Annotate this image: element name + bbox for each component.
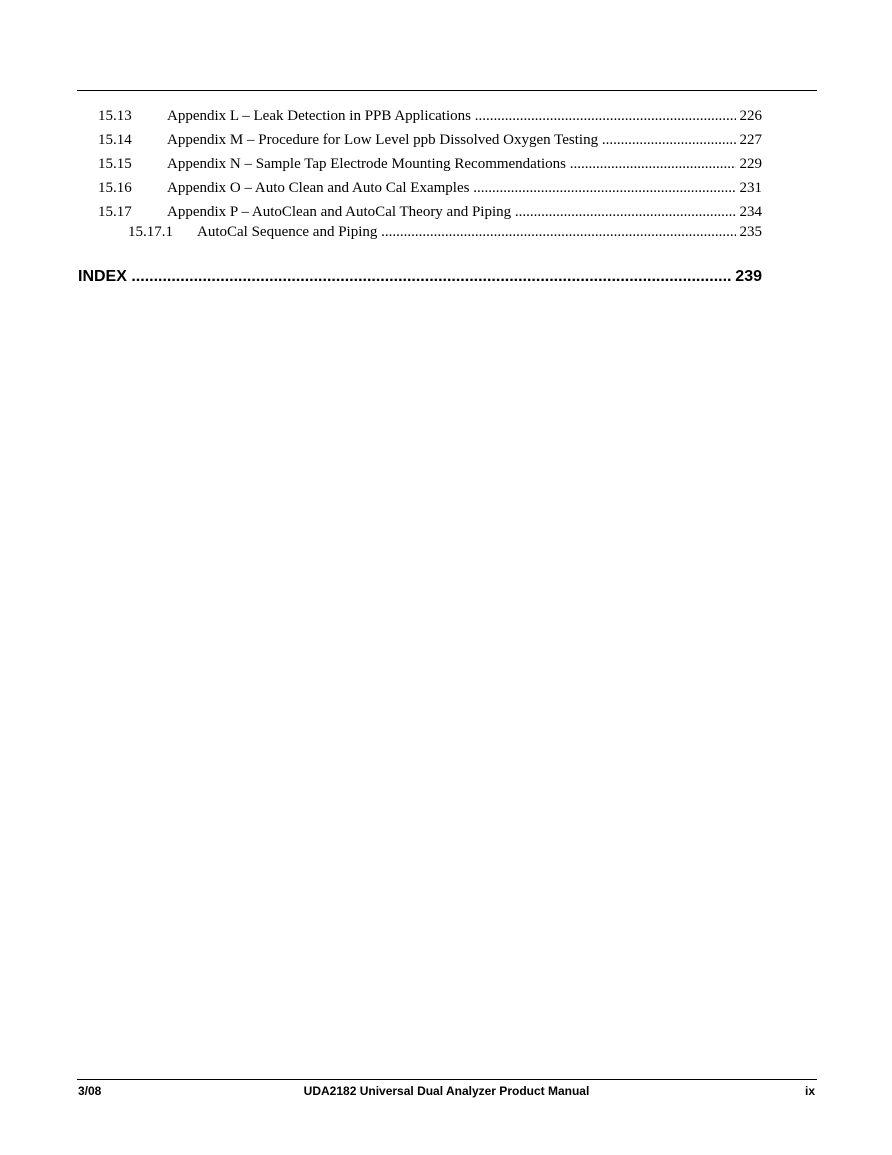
toc-subentry-number: 15.17.1 [128,224,173,240]
toc-index-page: 239 [735,266,762,288]
toc-entry-page: 226 [740,104,763,128]
toc-entry-title: Appendix L – Leak Detection in PPB Applications ..... [167,104,736,128]
toc-entry-number: 15.17 [98,204,132,220]
footer-date: 3/08 [78,1084,102,1098]
toc-entry-number: 15.13 [98,108,132,124]
header-rule [77,90,817,91]
toc-subentry[interactable] [78,224,762,240]
toc-subentry-title: AutoCal Sequence and Piping ..... [197,224,736,240]
toc-entry-title: Appendix M – Procedure for Low Level ppb Dissolved Oxygen Testing ..... [167,128,736,152]
table-of-contents [78,104,762,288]
footer-rule [77,1079,817,1080]
toc-entry[interactable] [78,200,762,224]
toc-entry-number: 15.16 [98,180,132,196]
footer-title: UDA2182 Universal Dual Analyzer Product Manual [303,1084,590,1098]
toc-entry-page: 234 [740,200,763,224]
toc-entry-page: 231 [740,176,763,200]
toc-index-title: INDEX ..... [78,266,732,288]
toc-entry[interactable] [78,128,762,152]
toc-entry-title: Appendix N – Sample Tap Electrode Mounting Recommendations ..... [167,152,736,176]
footer-page-number: ix [804,1084,815,1098]
toc-entry[interactable] [78,104,762,128]
toc-subentry-page: 235 [739,224,762,240]
toc-entry-title: Appendix P – AutoClean and AutoCal Theory and Piping ..... [167,200,736,224]
toc-index-entry[interactable] [78,266,762,288]
toc-entry[interactable] [78,152,762,176]
toc-entry-page: 227 [740,128,763,152]
toc-entry-page: 229 [740,152,763,176]
toc-entry-title: Appendix O – Auto Clean and Auto Cal Examples ..... [167,176,736,200]
toc-entry[interactable] [78,176,762,200]
toc-entry-number: 15.15 [98,156,132,172]
toc-entry-number: 15.14 [98,132,132,148]
